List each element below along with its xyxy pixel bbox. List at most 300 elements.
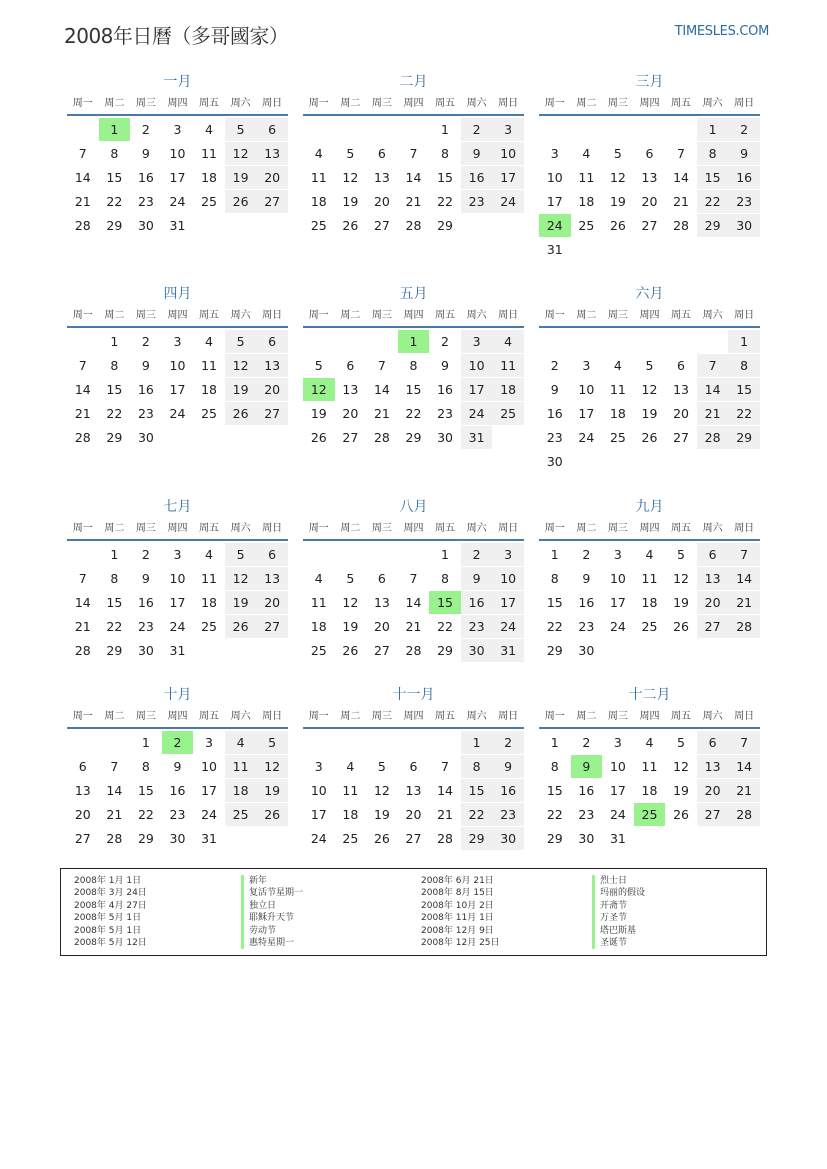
day-cell: 30 — [437, 430, 453, 445]
day-cell: 14 — [728, 755, 760, 778]
weekday-label: 周五 — [671, 711, 692, 722]
day-cell: 26 — [342, 643, 359, 658]
week-row — [539, 118, 760, 142]
day-cell: 21 — [74, 619, 91, 634]
weekday-label: 周日 — [498, 98, 519, 109]
empty-day-cell — [225, 214, 257, 237]
week-row — [303, 354, 524, 378]
day-cell: 26 — [342, 218, 359, 233]
empty-day-cell — [571, 238, 603, 261]
day-cell: 18 — [492, 378, 524, 401]
day-cell: 26 — [225, 190, 257, 213]
weekday-label: 周二 — [576, 711, 597, 722]
day-cell: 26 — [609, 218, 626, 233]
empty-day-cell — [398, 543, 430, 566]
holiday-name: 烈士日 — [592, 875, 645, 887]
day-cell: 11 — [201, 358, 217, 373]
day-cell: 9 — [582, 571, 591, 586]
day-cell: 10 — [310, 783, 327, 798]
day-cell: 17 — [169, 595, 186, 610]
day-cell: 16 — [728, 166, 760, 189]
day-cell: 23 — [461, 190, 493, 213]
day-cell: 15 — [546, 595, 563, 610]
weekday-label: 周日 — [734, 310, 755, 321]
day-cell: 20 — [697, 779, 729, 802]
day-cell: 29 — [137, 831, 154, 846]
weekday-label: 周一 — [72, 523, 93, 534]
day-cell: 15 — [405, 382, 422, 397]
week-row — [303, 731, 524, 755]
day-cell: 31 — [461, 426, 493, 449]
empty-day-cell — [602, 639, 634, 662]
month-title: 八月 — [399, 499, 428, 515]
day-cell: 11 — [225, 755, 257, 778]
day-cell: 8 — [409, 358, 418, 373]
day-cell: 24 — [461, 402, 493, 425]
week-row — [303, 426, 524, 450]
day-cell: 17 — [609, 595, 626, 610]
day-cell: 15 — [437, 170, 453, 185]
day-cell: 1 — [110, 334, 119, 349]
day-cell: 20 — [405, 807, 422, 822]
day-cell: 14 — [673, 170, 689, 185]
day-cell: 31 — [169, 643, 186, 658]
day-cell: 31 — [546, 242, 563, 257]
day-cell: 23 — [137, 619, 154, 634]
weekday-label: 周六 — [230, 98, 251, 109]
day-cell: 31 — [169, 218, 186, 233]
weekday-label: 周二 — [576, 523, 597, 534]
day-cell: 17 — [546, 194, 563, 209]
day-cell: 7 — [728, 731, 760, 754]
day-cell: 9 — [141, 358, 150, 373]
weekday-label: 周四 — [167, 310, 188, 321]
weekday-label: 周三 — [371, 523, 392, 534]
day-cell: 17 — [609, 783, 626, 798]
day-cell: 16 — [546, 406, 563, 421]
empty-day-cell — [303, 118, 335, 141]
day-cell: 11 — [201, 146, 217, 161]
day-cell: 30 — [137, 218, 154, 233]
day-cell: 6 — [677, 358, 685, 373]
day-cell: 19 — [225, 166, 257, 189]
day-cell: 27 — [697, 615, 729, 638]
day-cell: 8 — [697, 142, 729, 165]
week-row — [539, 731, 760, 755]
day-cell: 16 — [137, 595, 154, 610]
day-cell: 12 — [342, 170, 359, 185]
weekday-label: 周六 — [702, 98, 723, 109]
day-cell: 27 — [373, 218, 390, 233]
day-cell: 18 — [201, 595, 217, 610]
day-cell: 16 — [169, 783, 186, 798]
day-cell: 17 — [169, 382, 186, 397]
day-cell: 9 — [173, 759, 182, 774]
day-cell: 29 — [546, 831, 563, 846]
empty-day-cell — [429, 731, 461, 754]
weekday-label: 周一 — [544, 711, 565, 722]
month-title: 六月 — [635, 286, 664, 302]
day-cell: 7 — [377, 358, 386, 373]
holiday-dates-col-2 — [421, 875, 500, 949]
holiday-name: 玛丽的假设 — [592, 887, 645, 899]
empty-day-cell — [193, 639, 225, 662]
day-cell: 22 — [546, 807, 563, 822]
day-cell: 4 — [314, 571, 323, 586]
holiday-name: 塔巴斯基 — [592, 925, 645, 937]
weekday-label: 周三 — [607, 523, 628, 534]
day-cell: 13 — [256, 354, 288, 377]
day-cell: 16 — [137, 382, 154, 397]
month-title: 二月 — [399, 74, 428, 90]
day-cell: 3 — [550, 146, 559, 161]
weekday-label: 周四 — [167, 523, 188, 534]
week-row — [539, 426, 760, 450]
day-cell: 28 — [373, 430, 390, 445]
empty-day-cell — [634, 238, 666, 261]
weekday-header — [303, 94, 524, 116]
day-cell: 8 — [441, 571, 449, 586]
empty-day-cell — [697, 330, 729, 353]
day-cell: 19 — [641, 406, 658, 421]
empty-day-cell — [461, 214, 493, 237]
day-cell: 25 — [492, 402, 524, 425]
day-cell: 10 — [578, 382, 595, 397]
day-cell: 31 — [201, 831, 217, 846]
week-row — [303, 803, 524, 827]
day-cell: 4 — [205, 334, 213, 349]
week-row — [67, 426, 288, 450]
day-cell: 22 — [437, 194, 453, 209]
day-cell: 25 — [201, 194, 217, 209]
holiday-day-cell: 1 — [99, 118, 131, 141]
day-cell: 25 — [201, 406, 217, 421]
weekday-label: 周一 — [308, 310, 329, 321]
day-cell: 15 — [461, 779, 493, 802]
day-cell: 13 — [697, 567, 729, 590]
day-cell: 20 — [697, 591, 729, 614]
weekday-header — [67, 519, 288, 541]
weekday-label: 周五 — [199, 523, 220, 534]
day-cell: 30 — [137, 430, 154, 445]
holiday-day-cell: 24 — [539, 214, 571, 237]
holiday-day-cell: 15 — [429, 591, 461, 614]
day-cell: 11 — [578, 170, 595, 185]
day-cell: 6 — [645, 146, 654, 161]
day-cell: 23 — [437, 406, 453, 421]
day-cell: 20 — [342, 406, 359, 421]
day-cell: 10 — [609, 759, 626, 774]
empty-day-cell — [665, 827, 697, 850]
weekday-header — [539, 519, 760, 541]
empty-day-cell — [697, 238, 729, 261]
day-cell: 2 — [492, 731, 524, 754]
weekday-label: 周日 — [734, 98, 755, 109]
empty-day-cell — [256, 639, 288, 662]
day-cell: 11 — [609, 382, 626, 397]
day-cell: 24 — [609, 807, 626, 822]
week-row — [539, 378, 760, 402]
day-cell: 5 — [225, 543, 257, 566]
day-cell: 21 — [728, 591, 760, 614]
weekday-label: 周三 — [371, 711, 392, 722]
day-cell: 4 — [314, 146, 323, 161]
weekday-label: 周五 — [671, 523, 692, 534]
day-cell: 13 — [673, 382, 689, 397]
empty-day-cell — [366, 543, 398, 566]
day-cell: 18 — [225, 779, 257, 802]
day-cell: 19 — [673, 783, 689, 798]
month-block — [303, 70, 524, 238]
day-cell: 6 — [697, 731, 729, 754]
day-cell: 6 — [256, 543, 288, 566]
weekday-label: 周四 — [167, 711, 188, 722]
weekday-label: 周六 — [230, 310, 251, 321]
day-cell: 19 — [609, 194, 626, 209]
day-cell: 5 — [225, 118, 257, 141]
empty-day-cell — [697, 827, 729, 850]
day-cell: 12 — [225, 567, 257, 590]
day-cell: 19 — [342, 619, 359, 634]
day-cell: 20 — [641, 194, 658, 209]
holiday-name: 圣诞节 — [592, 937, 645, 949]
week-row — [67, 166, 288, 190]
day-cell: 25 — [641, 619, 658, 634]
day-cell: 11 — [641, 759, 658, 774]
holiday-date: 2008年 4月 27日 — [74, 900, 147, 911]
day-cell: 15 — [106, 170, 123, 185]
day-cell: 26 — [373, 831, 390, 846]
day-cell: 28 — [106, 831, 123, 846]
weekday-label: 周三 — [607, 98, 628, 109]
holiday-day-cell: 1 — [398, 330, 430, 353]
day-cell: 13 — [697, 755, 729, 778]
day-cell: 12 — [342, 595, 359, 610]
week-row — [539, 567, 760, 591]
weekday-label: 周六 — [466, 310, 487, 321]
day-cell: 24 — [169, 619, 186, 634]
day-cell: 10 — [169, 358, 186, 373]
empty-day-cell — [67, 731, 99, 754]
holiday-day-cell: 12 — [303, 378, 335, 401]
day-cell: 28 — [74, 218, 91, 233]
month-title: 一月 — [163, 74, 192, 90]
week-row — [67, 118, 288, 142]
day-cell: 2 — [728, 118, 760, 141]
empty-day-cell — [634, 639, 666, 662]
empty-day-cell — [335, 118, 367, 141]
day-cell: 9 — [141, 571, 150, 586]
week-row — [539, 238, 760, 262]
day-cell: 7 — [409, 571, 418, 586]
day-cell: 22 — [106, 194, 123, 209]
empty-day-cell — [634, 450, 666, 473]
week-row — [539, 803, 760, 827]
weekday-label: 周四 — [639, 711, 660, 722]
empty-day-cell — [492, 214, 524, 237]
week-row — [303, 755, 524, 779]
day-cell: 21 — [405, 619, 422, 634]
month-title: 十一月 — [392, 687, 435, 703]
week-row — [539, 543, 760, 567]
day-cell: 22 — [697, 190, 729, 213]
week-row — [303, 615, 524, 639]
empty-day-cell — [665, 238, 697, 261]
weekday-label: 周一 — [308, 711, 329, 722]
weekday-header — [539, 707, 760, 729]
day-cell: 18 — [578, 194, 595, 209]
day-cell: 15 — [137, 783, 154, 798]
day-cell: 17 — [201, 783, 217, 798]
week-row — [67, 142, 288, 166]
month-block — [539, 70, 760, 262]
empty-day-cell — [162, 426, 194, 449]
day-cell: 1 — [141, 735, 150, 750]
week-row — [539, 450, 760, 474]
day-cell: 23 — [461, 615, 493, 638]
day-cell: 1 — [550, 735, 559, 750]
day-cell: 16 — [578, 783, 595, 798]
weekday-label: 周三 — [135, 711, 156, 722]
weekday-label: 周五 — [435, 523, 456, 534]
day-cell: 30 — [578, 643, 595, 658]
empty-day-cell — [634, 827, 666, 850]
weekday-header — [67, 306, 288, 328]
weekday-label: 周六 — [230, 523, 251, 534]
day-cell: 19 — [673, 595, 689, 610]
day-cell: 14 — [405, 170, 422, 185]
day-cell: 5 — [256, 731, 288, 754]
day-cell: 1 — [728, 330, 760, 353]
day-cell: 27 — [373, 643, 390, 658]
day-cell: 2 — [141, 334, 150, 349]
day-cell: 26 — [225, 402, 257, 425]
holiday-day-cell: 21 — [697, 402, 729, 425]
weekday-label: 周六 — [466, 711, 487, 722]
holiday-name: 耶稣升天节 — [241, 912, 303, 924]
weekday-label: 周二 — [340, 523, 361, 534]
day-cell: 28 — [697, 426, 729, 449]
day-cell: 14 — [106, 783, 123, 798]
empty-day-cell — [665, 330, 697, 353]
weekday-label: 周六 — [702, 711, 723, 722]
day-cell: 10 — [461, 354, 493, 377]
weekday-label: 周四 — [639, 523, 660, 534]
page-title: 2008年日曆（多哥國家） — [64, 24, 289, 48]
week-row — [67, 354, 288, 378]
week-row — [303, 330, 524, 354]
day-cell: 3 — [492, 543, 524, 566]
day-cell: 11 — [492, 354, 524, 377]
day-cell: 27 — [673, 430, 689, 445]
month-title: 七月 — [163, 499, 192, 515]
day-cell: 14 — [74, 170, 91, 185]
weekday-label: 周日 — [498, 310, 519, 321]
day-cell: 25 — [310, 218, 327, 233]
empty-day-cell — [256, 214, 288, 237]
day-cell: 7 — [78, 358, 87, 373]
day-cell: 19 — [342, 194, 359, 209]
holiday-date: 2008年 6月 21日 — [421, 876, 494, 886]
day-cell: 4 — [205, 122, 213, 137]
day-cell: 8 — [110, 358, 119, 373]
day-cell: 2 — [141, 547, 150, 562]
empty-day-cell — [571, 118, 603, 141]
weekday-label: 周一 — [308, 523, 329, 534]
holiday-date: 2008年 10月 2日 — [421, 900, 494, 911]
day-cell: 27 — [256, 190, 288, 213]
holiday-date: 2008年 3月 24日 — [74, 888, 147, 899]
day-cell: 4 — [645, 547, 654, 562]
empty-day-cell — [697, 450, 729, 473]
weekday-label: 周六 — [702, 310, 723, 321]
weekday-label: 周五 — [199, 98, 220, 109]
weekday-label: 周日 — [262, 98, 283, 109]
day-cell: 12 — [373, 783, 390, 798]
day-cell: 12 — [256, 755, 288, 778]
weekday-header — [303, 519, 524, 541]
day-cell: 1 — [550, 547, 559, 562]
day-cell: 17 — [492, 166, 524, 189]
day-cell: 21 — [437, 807, 453, 822]
day-cell: 9 — [441, 358, 449, 373]
day-cell: 8 — [441, 146, 449, 161]
day-cell: 27 — [256, 615, 288, 638]
day-cell: 7 — [110, 759, 119, 774]
day-cell: 12 — [609, 170, 626, 185]
day-cell: 8 — [110, 146, 119, 161]
empty-day-cell — [539, 330, 571, 353]
day-cell: 14 — [437, 783, 453, 798]
day-cell: 17 — [169, 170, 186, 185]
day-cell: 7 — [78, 571, 87, 586]
day-cell: 6 — [409, 759, 418, 774]
holiday-names-col-1 — [241, 875, 303, 949]
day-cell: 13 — [256, 567, 288, 590]
empty-day-cell — [303, 543, 335, 566]
day-cell: 1 — [110, 547, 119, 562]
empty-day-cell — [728, 827, 760, 850]
day-cell: 4 — [346, 759, 355, 774]
empty-day-cell — [256, 426, 288, 449]
empty-day-cell — [602, 450, 634, 473]
day-cell: 14 — [697, 378, 729, 401]
empty-day-cell — [634, 118, 666, 141]
day-cell: 16 — [461, 166, 493, 189]
day-cell: 30 — [169, 831, 186, 846]
empty-day-cell — [539, 118, 571, 141]
day-cell: 22 — [437, 619, 453, 634]
week-row — [67, 591, 288, 615]
day-cell: 29 — [728, 426, 760, 449]
weekday-header — [539, 94, 760, 116]
day-cell: 17 — [492, 591, 524, 614]
day-cell: 18 — [201, 382, 217, 397]
day-cell: 10 — [492, 142, 524, 165]
day-cell: 1 — [441, 547, 449, 562]
day-cell: 22 — [106, 619, 123, 634]
weekday-label: 周五 — [199, 310, 220, 321]
day-cell: 25 — [225, 803, 257, 826]
day-cell: 12 — [225, 142, 257, 165]
holiday-name: 劳动节 — [241, 925, 303, 937]
day-cell: 2 — [441, 334, 449, 349]
day-cell: 12 — [225, 354, 257, 377]
weekday-label: 周一 — [72, 310, 93, 321]
day-cell: 27 — [641, 218, 658, 233]
day-cell: 11 — [310, 170, 327, 185]
site-name[interactable]: TIMESLES.COM — [674, 24, 769, 39]
